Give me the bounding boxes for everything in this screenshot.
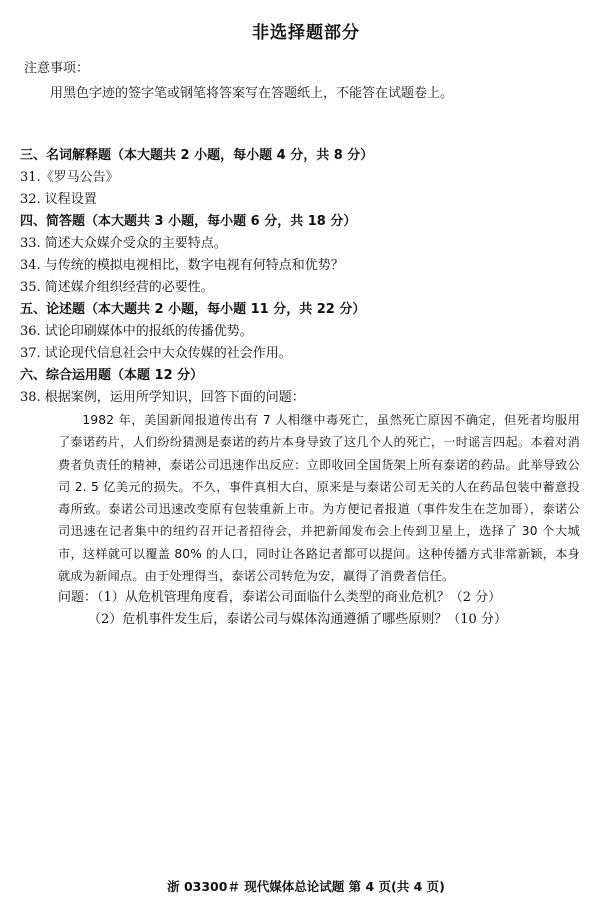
question-36: 36. 试论印刷媒体中的报纸的传播优势。 [20,324,253,339]
question-34: 34. 与传统的模拟电视相比，数字电视有何特点和优势？ [20,258,344,273]
section-heading-4: 四、简答题（本大题共 3 小题，每小题 6 分，共 18 分） [20,214,357,229]
sub-question-2: （2）危机事件发生后，泰诺公司与媒体沟通遵循了哪些原则？（10 分） [88,612,507,628]
page-title: 非选择题部分 [252,23,360,43]
question-37: 37. 试论现代信息社会中大众传媒的社会作用。 [20,346,292,361]
section-heading-3: 三、名词解释题（本大题共 2 小题，每小题 4 分，共 8 分） [20,148,374,163]
page-footer: 浙 03300＃ 现代媒体总论试题 第 4 页(共 4 页) [167,879,445,894]
question-31: 31.《罗马公告》 [20,170,119,185]
question-35: 35. 简述媒介组织经营的必要性。 [20,280,214,295]
question-33: 33. 简述大众媒介受众的主要特点。 [20,236,227,251]
section-heading-6: 六、综合运用题（本题 12 分） [20,368,204,383]
case-study-text: 1982 年，美国新闻报道传出有 7 人相继中毒死亡，虽然死亡原因不确定，但死者均服用了泰诺药片，人们纷纷猜测是泰诺的药片本身导致了这几个人的死亡，一时谣言四起。本着对消费者负责任的精神，泰诺公司迅速作出反应：立即收回全国货架上所有泰诺的药品。此举导致公司 2. 5 亿美元的损失。不久，事件真相大白，原来是与泰诺公司无关的人在药品包装中蓄意投毒所致。泰诺公司迅速改变原有包装重新上市。为方便记者报道（事件发生在芝加哥），泰诺公司迅速在记者集中的纽约召开记者招待会，并把新闻发布会上传到卫星上，选择了 30 个大城市，这样就可以覆盖 80% 的人口，同时让各路记者都可以提问。这种传播方式非常新颖，本身就成为新闻点。由于处理得当，泰诺公司转危为安，赢得了消费者信任。 [58,413,580,584]
question-38: 38. 根据案例，运用所学知识，回答下面的问题： [20,390,305,405]
question-content [20,145,595,631]
question-32: 32. 议程设置 [20,192,97,207]
sub-question-1: 问题：（1）从危机管理角度看，泰诺公司面临什么类型的商业危机？（2 分） [58,590,502,606]
notice-heading: 注意事项： [24,61,90,76]
notice-body: 用黑色字迹的签字笔或钢笔将答案写在答题纸上，不能答在试题卷上。 [50,86,454,101]
section-heading-5: 五、论述题（本大题共 2 小题，每小题 11 分，共 22 分） [20,302,366,317]
